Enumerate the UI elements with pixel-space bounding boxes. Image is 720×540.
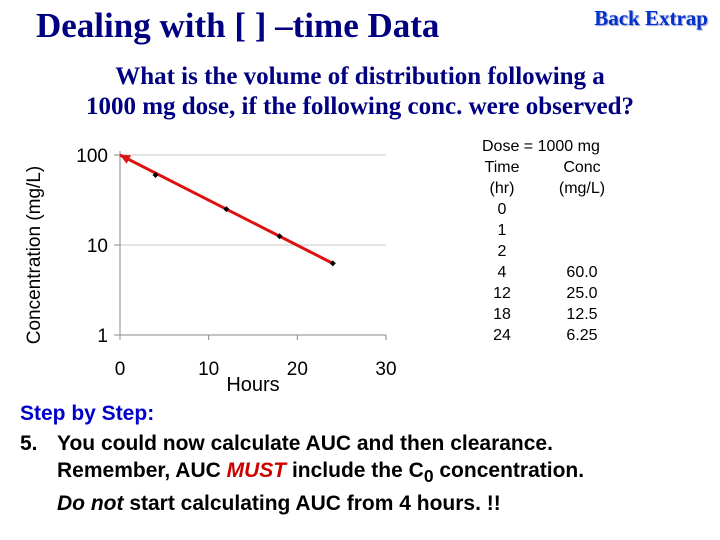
slide-title: Dealing with [ ] –time Data: [36, 6, 440, 45]
concentration-time-chart: [0, 135, 420, 400]
step-line-2a: Remember, AUC: [57, 459, 227, 482]
table-body: [468, 199, 638, 346]
chart-gridlines: [120, 155, 386, 245]
table-row: [468, 283, 638, 304]
step-emphasis-must: MUST: [226, 459, 287, 482]
question-line-1: What is the volume of distribution following a: [115, 63, 605, 90]
step-line-2d: concentration.: [433, 459, 585, 482]
time-header: Time: [484, 159, 520, 176]
x-axis-label: Hours: [226, 374, 280, 396]
time-cell: 4: [497, 264, 507, 281]
x-tick-label: 0: [114, 359, 126, 380]
step-subscript: 0: [423, 466, 434, 487]
conc-unit: (mg/L): [558, 180, 606, 197]
step-emphasis-do-not: Do not: [57, 492, 124, 516]
y-tick-label: 100: [76, 146, 108, 167]
step-line-2c: include the C: [286, 459, 424, 482]
dose-label: Dose = 1000 mg: [482, 138, 600, 155]
table-row: [468, 220, 638, 241]
step-number: 5.: [20, 432, 38, 455]
time-cell: 2: [497, 243, 507, 260]
step-heading: Step by Step:: [20, 402, 155, 425]
table-row: [468, 325, 638, 346]
data-table: [468, 136, 638, 346]
step-line-3: [20, 490, 584, 517]
back-extrap-link[interactable]: Back Extrap: [594, 6, 708, 30]
conc-cell: 12.5: [566, 306, 598, 323]
time-cell: 0: [497, 201, 507, 218]
time-cell: 24: [493, 327, 511, 344]
time-cell: 18: [493, 306, 511, 323]
question-text: [0, 62, 720, 122]
chart-tick-labels: [76, 146, 396, 380]
table-row: [468, 304, 638, 325]
step-line-1-text: You could now calculate AUC and then clearance.: [57, 432, 553, 455]
conc-cell: 60.0: [566, 264, 598, 281]
x-tick-label: 20: [286, 359, 308, 380]
conc-header: Conc: [563, 159, 601, 176]
table-row: [468, 262, 638, 283]
step-line-1: [20, 430, 584, 457]
time-unit: (hr): [489, 180, 515, 197]
x-tick-label: 30: [375, 359, 397, 380]
y-tick-label: 10: [86, 236, 108, 257]
step-body: [20, 430, 584, 517]
y-tick-label: 1: [97, 326, 108, 347]
y-axis-label: Concentration (mg/L): [24, 165, 45, 345]
table-units-row: [468, 178, 638, 199]
step-line-2: [20, 457, 584, 490]
table-row: [468, 199, 638, 220]
time-cell: 12: [493, 285, 511, 302]
table-dose-row: [468, 136, 638, 157]
conc-cell: 25.0: [566, 285, 598, 302]
conc-cell: 6.25: [566, 327, 598, 344]
time-cell: 1: [497, 222, 507, 239]
x-tick-label: 10: [198, 359, 220, 380]
question-line-2: 1000 mg dose, if the following conc. were observed?: [85, 93, 635, 120]
table-header-row: [468, 157, 638, 178]
step-line-3b: start calculating AUC from 4 hours. !!: [123, 492, 501, 516]
table-row: [468, 241, 638, 262]
